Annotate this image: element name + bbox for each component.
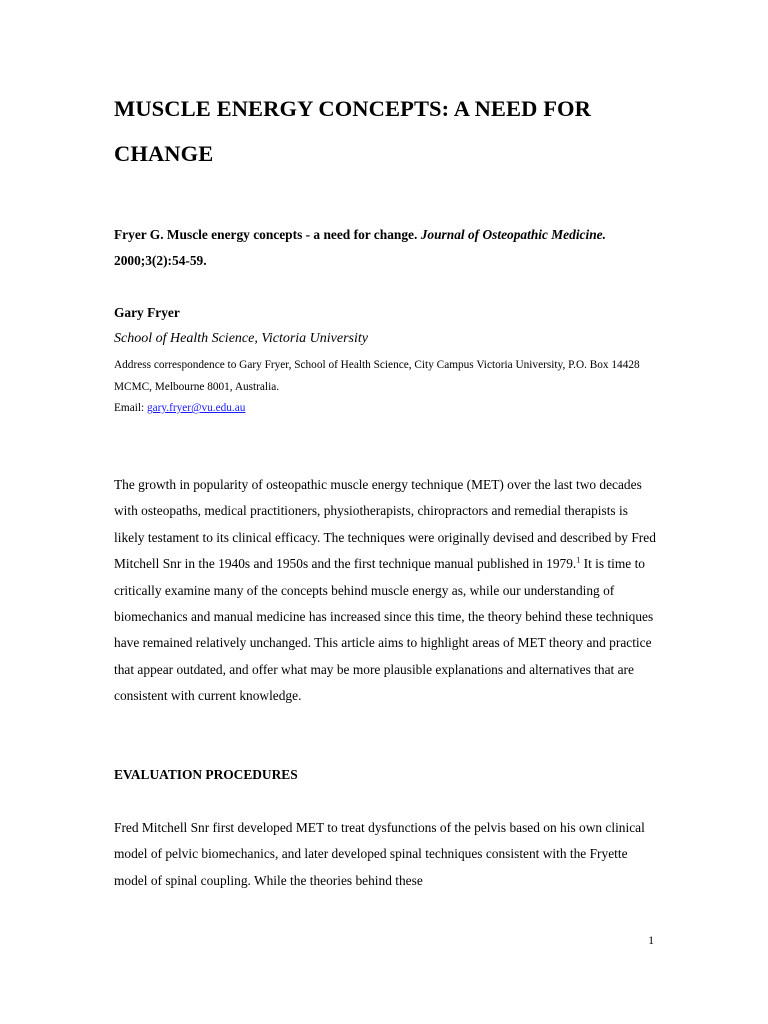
author-affiliation: School of Health Science, Victoria University [114,331,369,346]
email-label: Email: [114,402,145,414]
section-heading: EVALUATION PROCEDURES [114,767,298,782]
page-number: 1 [648,935,654,947]
author-name: Gary Fryer [114,305,180,320]
citation-details: 2000;3(2):54-59. [114,253,207,268]
section-paragraph: Fred Mitchell Snr first developed MET to treat dysfunctions of the pelvis based on his own clinical model of pelvic biomechanics, and later developed spinal techniques consistent with the Fryette model of spinal coupling. While the theories behind these [114,820,645,888]
intro-text-after-ref: It is time to critically examine many of the concepts behind muscle energy as, while our understanding of biomechanics and manual medicine has increased since this time, the theory behind these techniques have remained relatively unchanged. This article aims to highlight areas of MET theory and practice that appear outdated, and offer what may be more plausible explanations and alternatives that are consistent with current knowledge. [114,556,654,704]
citation-text: Fryer G. Muscle energy concepts - a need for change. [114,227,418,242]
paper-title: MUSCLE ENERGY CONCEPTS: A NEED FOR CHANGE [114,96,591,166]
email-line [114,398,245,420]
reference-superscript[interactable]: 1 [576,555,581,565]
citation-journal: Journal of Osteopathic Medicine. [420,227,606,242]
intro-paragraph [114,472,659,710]
intro-text-before-ref: The growth in popularity of osteopathic muscle energy technique (MET) over the last two decades with osteopaths, medical practitioners, physiotherapists, chiropractors and remedial therapists is likely testament to its clinical efficacy. The techniques were originally devised and described by Fred Mitchell Snr in the 1940s and 1950s and the first technique manual published in 1979. [114,477,656,572]
citation [114,222,674,274]
correspondence-address: Address correspondence to Gary Fryer, School of Health Science, City Campus Victoria University, P.O. Box 14428 MCMC, Melbourne 8001, Australia. [114,359,640,393]
email-link[interactable]: gary.fryer@vu.edu.au [146,402,246,414]
